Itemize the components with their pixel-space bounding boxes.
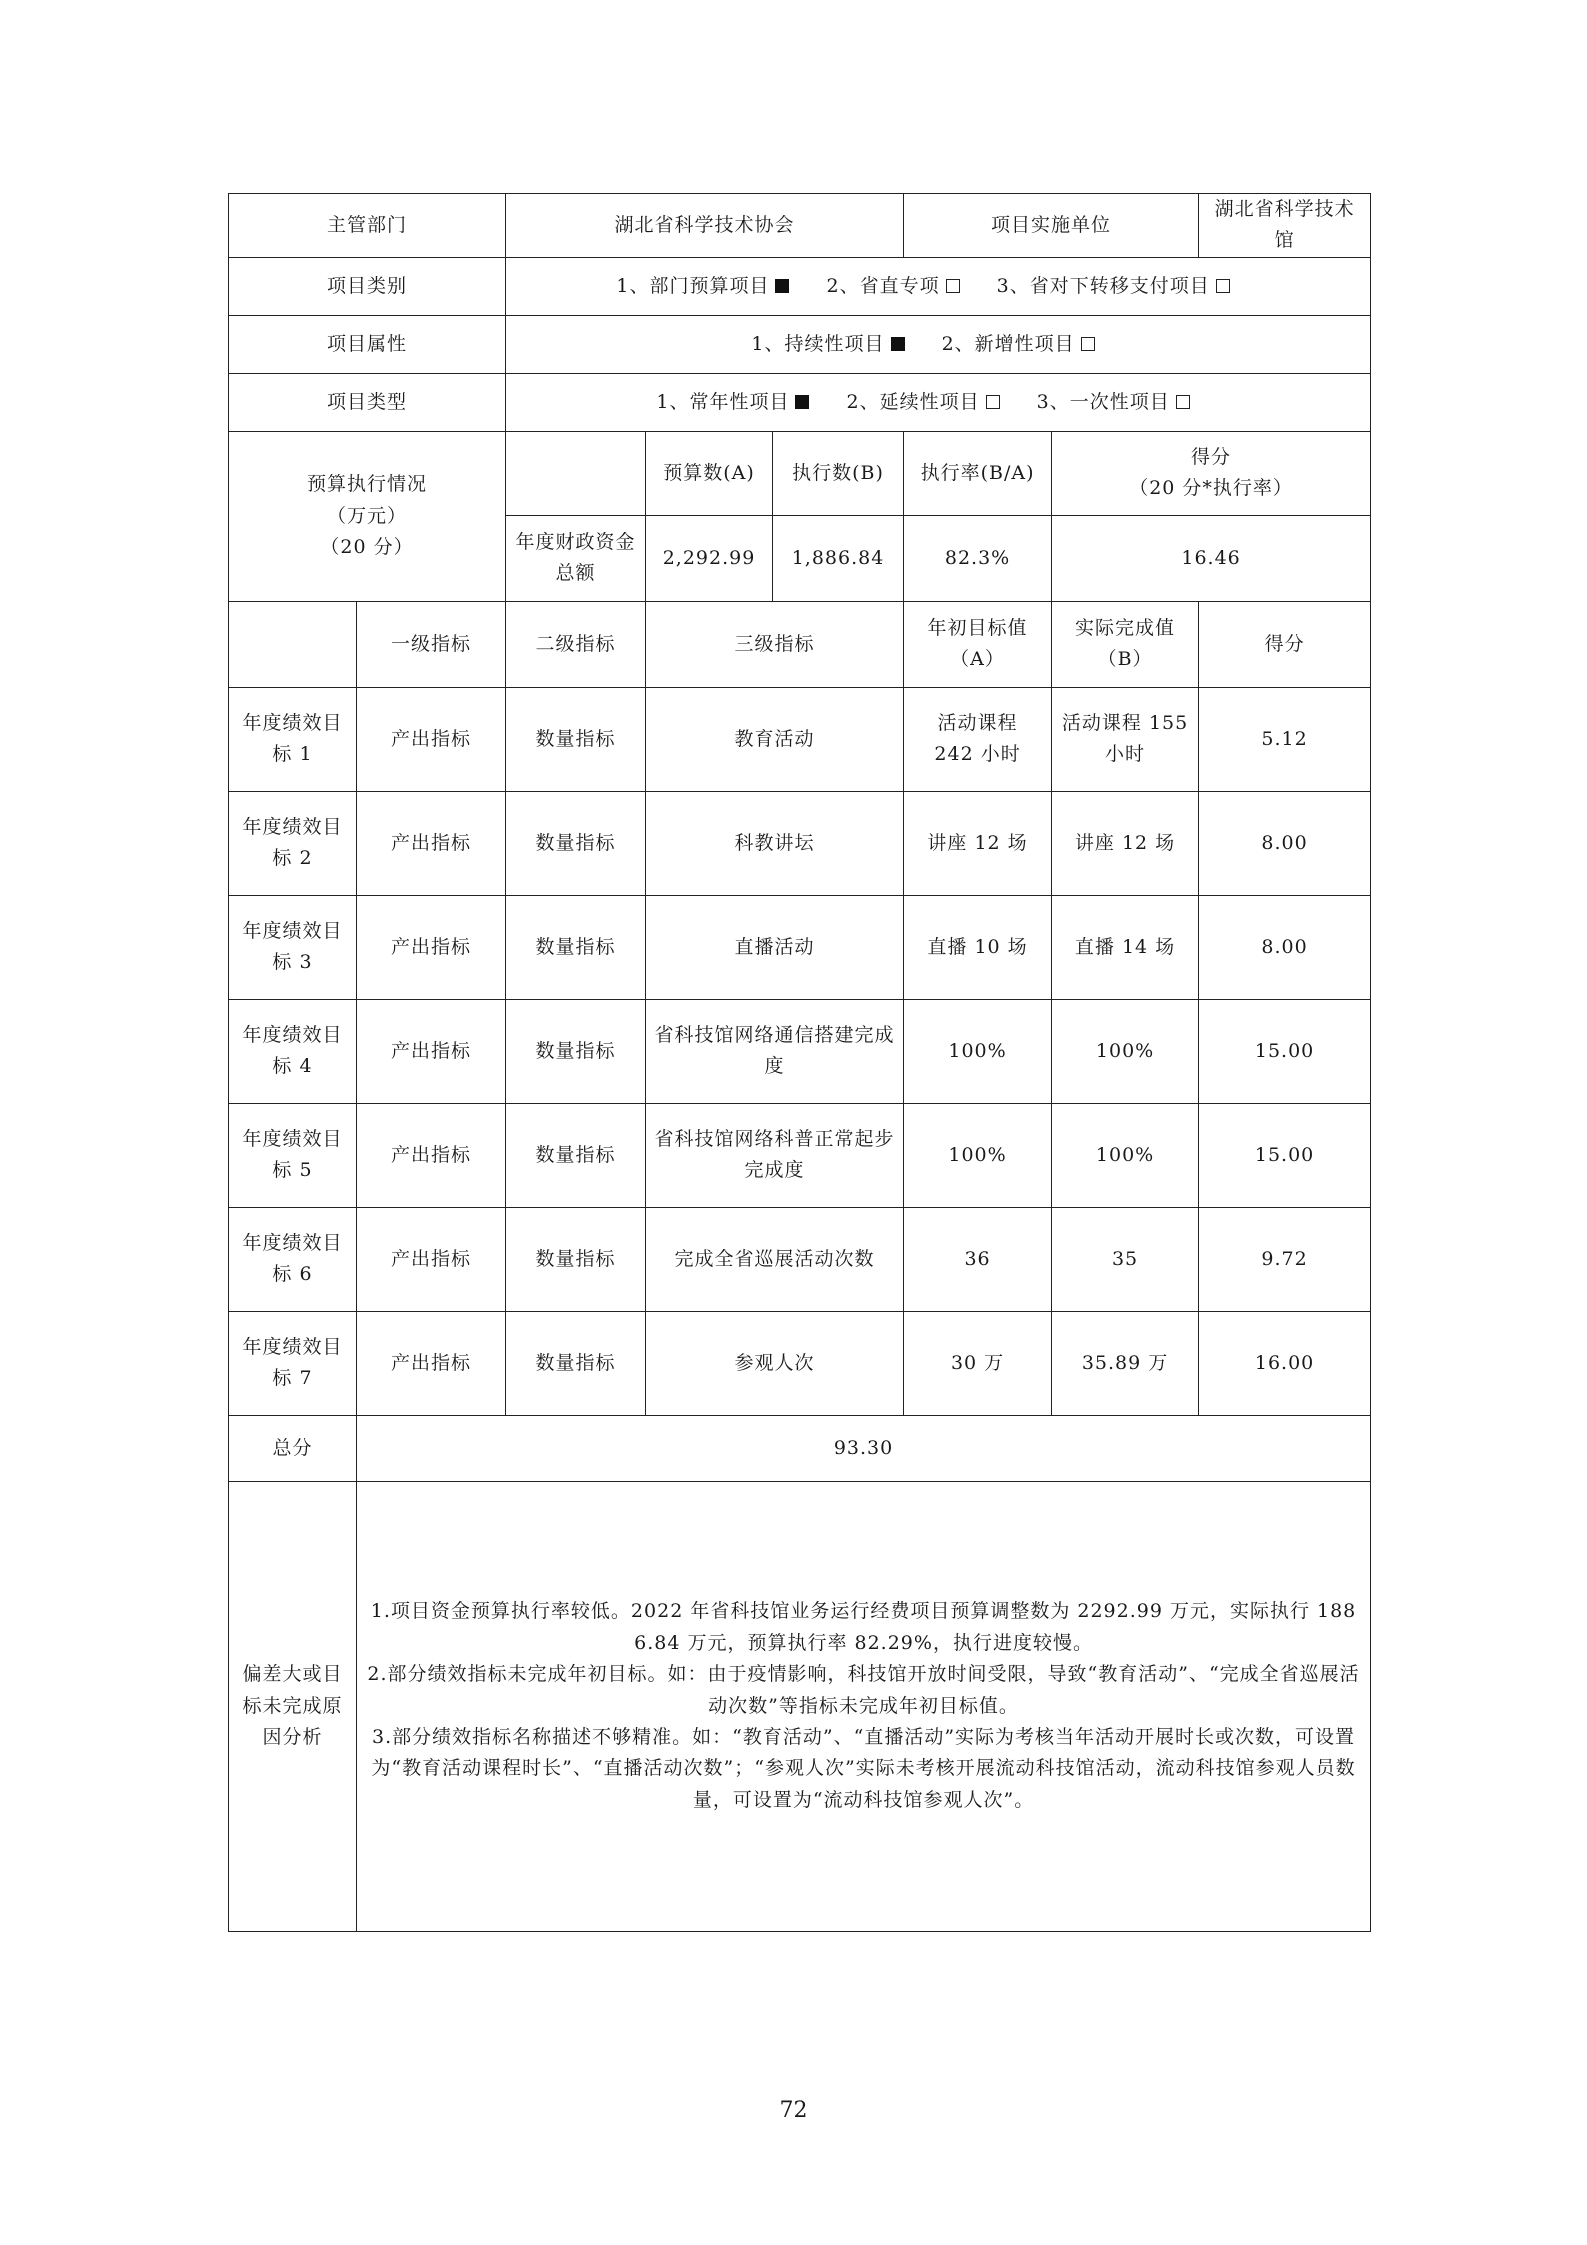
level2-cell: 数量指标 — [506, 687, 646, 791]
level1-cell: 产出指标 — [357, 687, 506, 791]
level1-cell: 产出指标 — [357, 1103, 506, 1207]
target-header: 年初目标值 （A） — [904, 601, 1052, 687]
unchecked-box-icon — [986, 395, 1000, 409]
total-label: 总分 — [229, 1415, 357, 1481]
level2-cell: 数量指标 — [506, 895, 646, 999]
performance-table — [228, 193, 1371, 1932]
category-options — [506, 257, 1371, 315]
unchecked-box-icon — [1216, 279, 1230, 293]
attribute-row — [229, 315, 1371, 373]
header-row — [229, 194, 1371, 258]
actual-cell: 35.89 万 — [1052, 1311, 1199, 1415]
unit-label: 项目实施单位 — [904, 194, 1199, 258]
level2-cell: 数量指标 — [506, 999, 646, 1103]
table-row — [229, 1311, 1371, 1415]
target-cell: 直播 10 场 — [904, 895, 1052, 999]
target-cell: 100% — [904, 1103, 1052, 1207]
level3-cell: 科教讲坛 — [646, 791, 904, 895]
level2-cell: 数量指标 — [506, 1103, 646, 1207]
dept-value: 湖北省科学技术协会 — [506, 194, 904, 258]
target-cell: 讲座 12 场 — [904, 791, 1052, 895]
level1-cell: 产出指标 — [357, 1311, 506, 1415]
table-row — [229, 895, 1371, 999]
analysis-paragraph-1: 1.项目资金预算执行率较低。2022 年省科技馆业务运行经费项目预算调整数为 2292.99 万元，实际执行 1886.84 万元，预算执行率 82.29%，执行进度较慢。 — [370, 1600, 1357, 1654]
level1-cell: 产出指标 — [357, 999, 506, 1103]
level3-header: 三级指标 — [646, 601, 904, 687]
col-score-header: 得分 （20 分*执行率） — [1052, 431, 1371, 515]
goal-cell: 年度绩效目标 3 — [229, 895, 357, 999]
attribute-options — [506, 315, 1371, 373]
goal-cell: 年度绩效目标 4 — [229, 999, 357, 1103]
ptype-option-1: 1、常年性项目 — [656, 391, 809, 413]
target-cell: 36 — [904, 1207, 1052, 1311]
total-row — [229, 1415, 1371, 1481]
actual-cell: 35 — [1052, 1207, 1199, 1311]
goal-cell: 年度绩效目标 7 — [229, 1311, 357, 1415]
analysis-row — [229, 1481, 1371, 1931]
page-number: 72 — [779, 2098, 808, 2123]
table-row — [229, 1207, 1371, 1311]
actual-cell: 100% — [1052, 1103, 1199, 1207]
analysis-label: 偏差大或目标未完成原因分析 — [229, 1481, 357, 1931]
actual-cell: 讲座 12 场 — [1052, 791, 1199, 895]
score-header: 得分 — [1199, 601, 1371, 687]
dept-label: 主管部门 — [229, 194, 506, 258]
ptype-label: 项目类型 — [229, 373, 506, 431]
level3-cell: 完成全省巡展活动次数 — [646, 1207, 904, 1311]
score-cell: 15.00 — [1199, 999, 1371, 1103]
goal-cell: 年度绩效目标 2 — [229, 791, 357, 895]
table-row — [229, 687, 1371, 791]
budget-row-label: 年度财政资金总额 — [506, 515, 646, 601]
score-cell: 8.00 — [1199, 895, 1371, 999]
checked-box-icon — [795, 395, 809, 409]
rate-value: 82.3% — [904, 515, 1052, 601]
col-exec-header: 执行数(B) — [773, 431, 904, 515]
score-cell: 8.00 — [1199, 791, 1371, 895]
col-budget-header: 预算数(A) — [646, 431, 773, 515]
budget-value: 2,292.99 — [646, 515, 773, 601]
goal-cell: 年度绩效目标 1 — [229, 687, 357, 791]
unchecked-box-icon — [946, 279, 960, 293]
unchecked-box-icon — [1081, 337, 1095, 351]
budget-header-row — [229, 431, 1371, 515]
ptype-option-2: 2、延续性项目 — [847, 391, 1000, 413]
ptype-option-3: 3、一次性项目 — [1037, 391, 1190, 413]
budget-empty-cell — [506, 431, 646, 515]
level1-cell: 产出指标 — [357, 895, 506, 999]
level2-cell: 数量指标 — [506, 1207, 646, 1311]
category-row — [229, 257, 1371, 315]
level2-cell: 数量指标 — [506, 791, 646, 895]
level2-cell: 数量指标 — [506, 1311, 646, 1415]
unchecked-box-icon — [1176, 395, 1190, 409]
analysis-text — [357, 1481, 1371, 1931]
level3-cell: 参观人次 — [646, 1311, 904, 1415]
category-option-3: 3、省对下转移支付项目 — [997, 275, 1230, 297]
ptype-row — [229, 373, 1371, 431]
target-cell: 30 万 — [904, 1311, 1052, 1415]
indicator-empty-cell — [229, 601, 357, 687]
table-row — [229, 791, 1371, 895]
budget-label: 预算执行情况 （万元） （20 分） — [229, 431, 506, 601]
indicator-header-row — [229, 601, 1371, 687]
actual-cell: 直播 14 场 — [1052, 895, 1199, 999]
goal-cell: 年度绩效目标 6 — [229, 1207, 357, 1311]
score-cell: 15.00 — [1199, 1103, 1371, 1207]
level2-header: 二级指标 — [506, 601, 646, 687]
category-option-1: 1、部门预算项目 — [616, 275, 789, 297]
checked-box-icon — [775, 279, 789, 293]
analysis-paragraph-2: 2.部分绩效指标未完成年初目标。如：由于疫情影响，科技馆开放时间受限，导致“教育活动”、“完成全省巡展活动次数”等指标未完成年初目标值。 — [367, 1663, 1360, 1717]
category-label: 项目类别 — [229, 257, 506, 315]
attribute-label: 项目属性 — [229, 315, 506, 373]
unit-value: 湖北省科学技术馆 — [1199, 194, 1371, 258]
actual-cell: 100% — [1052, 999, 1199, 1103]
table-row — [229, 1103, 1371, 1207]
checked-box-icon — [891, 337, 905, 351]
level1-cell: 产出指标 — [357, 791, 506, 895]
table-row — [229, 999, 1371, 1103]
attribute-option-1: 1、持续性项目 — [751, 333, 904, 355]
actual-cell: 活动课程 155 小时 — [1052, 687, 1199, 791]
attribute-option-2: 2、新增性项目 — [942, 333, 1095, 355]
analysis-paragraph-3: 3.部分绩效指标名称描述不够精准。如：“教育活动”、“直播活动”实际为考核当年活动开展时长或次数，可设置为“教育活动课程时长”、“直播活动次数”；“参观人次”实际未考核开展流动科技馆活动，流动科技馆参观人员数量，可设置为“流动科技馆参观人次”。 — [371, 1725, 1356, 1811]
score-cell: 5.12 — [1199, 687, 1371, 791]
total-value: 93.30 — [357, 1415, 1371, 1481]
target-cell: 100% — [904, 999, 1052, 1103]
score-cell: 16.00 — [1199, 1311, 1371, 1415]
level3-cell: 教育活动 — [646, 687, 904, 791]
level3-cell: 省科技馆网络通信搭建完成度 — [646, 999, 904, 1103]
level3-cell: 直播活动 — [646, 895, 904, 999]
score-cell: 9.72 — [1199, 1207, 1371, 1311]
category-option-2: 2、省直专项 — [827, 275, 960, 297]
target-cell: 活动课程 242 小时 — [904, 687, 1052, 791]
goal-cell: 年度绩效目标 5 — [229, 1103, 357, 1207]
level1-header: 一级指标 — [357, 601, 506, 687]
exec-value: 1,886.84 — [773, 515, 904, 601]
level1-cell: 产出指标 — [357, 1207, 506, 1311]
level3-cell: 省科技馆网络科普正常起步完成度 — [646, 1103, 904, 1207]
actual-header: 实际完成值（B） — [1052, 601, 1199, 687]
ptype-options — [506, 373, 1371, 431]
score-value: 16.46 — [1052, 515, 1371, 601]
col-rate-header: 执行率(B/A) — [904, 431, 1052, 515]
